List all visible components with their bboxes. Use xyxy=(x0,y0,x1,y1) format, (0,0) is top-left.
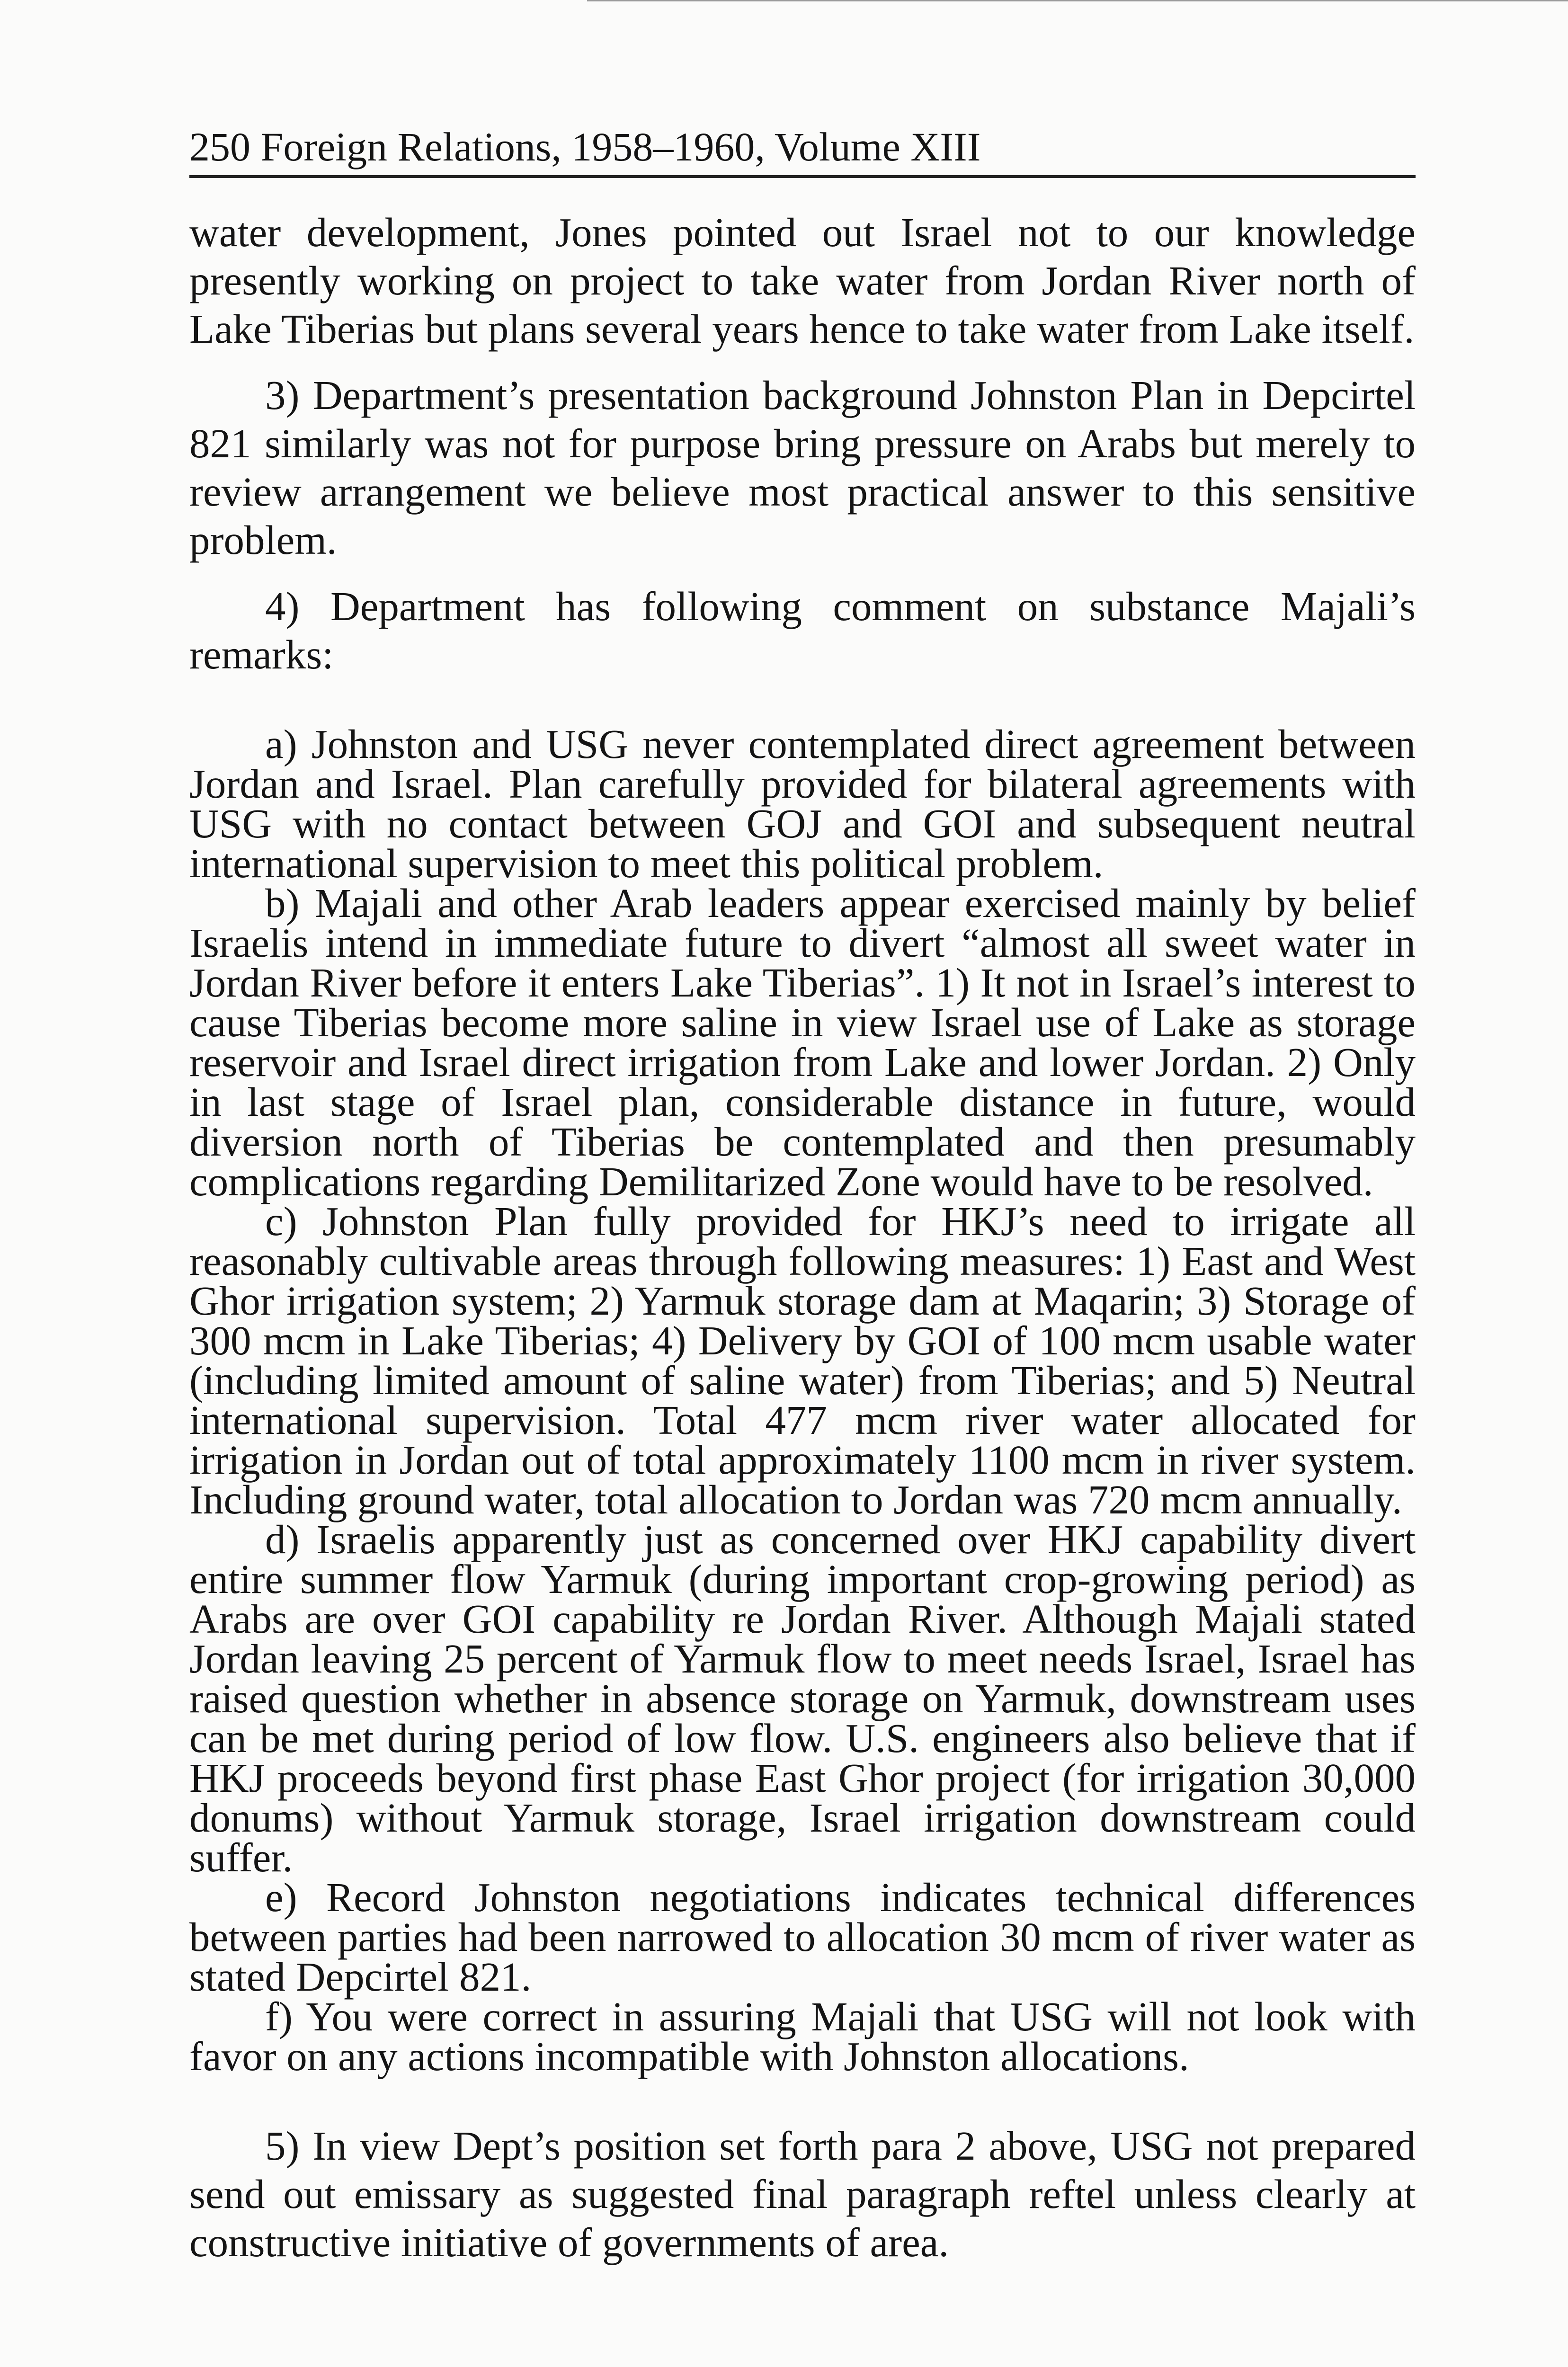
paragraph-continued: water development, Jones pointed out Israel not to our knowledge presently working on project to take water from Jordan River north of Lake Tiberias but plans several years hence to take water from Lake itself. xyxy=(189,209,1416,352)
body-text xyxy=(189,208,1416,2267)
paragraph-4d: d) Israelis apparently just as concerned over HKJ capability divert entire summer flow Yarmuk (during important crop-growing period) as Arabs are over GOI capability re Jordan River. Although Majali stated Jordan leaving 25 percent of Yarmuk flow to meet needs Israel, Israel has raised question whether in absence storage on Yarmuk, downstream uses can be met during period of low flow. U.S. engineers also believe that if HKJ proceeds beyond first phase East Ghor project (for irrigation 30,000 donums) without Yarmuk storage, Israel irrigation downstream could suffer. xyxy=(189,1516,1416,1880)
top-edge-rule xyxy=(587,0,1568,1)
running-head-text: 250 Foreign Relations, 1958–1960, Volume XIII xyxy=(189,124,981,169)
paragraph-4f: f) You were correct in assuring Majali that USG will not look with favor on any actions incompatible with Johnston allocations. xyxy=(189,1993,1416,2079)
paragraph-4b: b) Majali and other Arab leaders appear exercised mainly by belief Israelis intend in immediate future to divert “almost all sweet water in Jordan River before it enters Lake Tiberias”. 1) It not in Israel’s interest to cause Tiberias become more saline in view Israel use of Lake as storage reservoir and Israel direct irrigation from Lake and lower Jordan. 2) Only in last stage of Israel plan, considerable distance in future, would diversion north of Tiberias be contemplated and then presumably complications regarding Demilitarized Zone would have to be resolved. xyxy=(189,880,1416,1204)
paragraph-4c: c) Johnston Plan fully provided for HKJ’s need to irrigate all reasonably cultivable areas through following measures: 1) East and West Ghor irrigation system; 2) Yarmuk storage dam at Maqarin; 3) Storage of 300 mcm in Lake Tiberias; 4) Delivery by GOI of 100 mcm usable water (including limited amount of saline water) from Tiberias; and 5) Neutral international supervision. Total 477 mcm river water allocated for irrigation in Jordan out of total approximately 1100 mcm in river system. Including ground water, total allocation to Jordan was 720 mcm annually. xyxy=(189,1198,1416,1522)
paragraph-4e: e) Record Johnston negotiations indicates technical differences between parties had been narrowed to allocation 30 mcm of river water as stated Depcirtel 821. xyxy=(189,1874,1416,2000)
paragraph-4a: a) Johnston and USG never contemplated direct agreement between Jordan and Israel. Plan carefully provided for bilateral agreements with USG with no contact between GOJ and GOI and subsequent neutral international supervision to meet this political problem. xyxy=(189,721,1416,886)
paragraph-5: 5) In view Dept’s position set forth para 2 above, USG not prepared send out emissary as suggested final paragraph reftel unless clearly at constructive initiative of governments of area. xyxy=(189,2123,1416,2265)
running-header xyxy=(189,121,1416,178)
paragraph-4: 4) Department has following comment on substance Majali’s remarks: xyxy=(189,583,1416,677)
paragraph-3: 3) Department’s presentation background Johnston Plan in Depcirtel 821 similarly was not for purpose bring pressure on Arabs but merely to review arrangement we believe most practical answer to this sensitive problem. xyxy=(189,372,1416,563)
